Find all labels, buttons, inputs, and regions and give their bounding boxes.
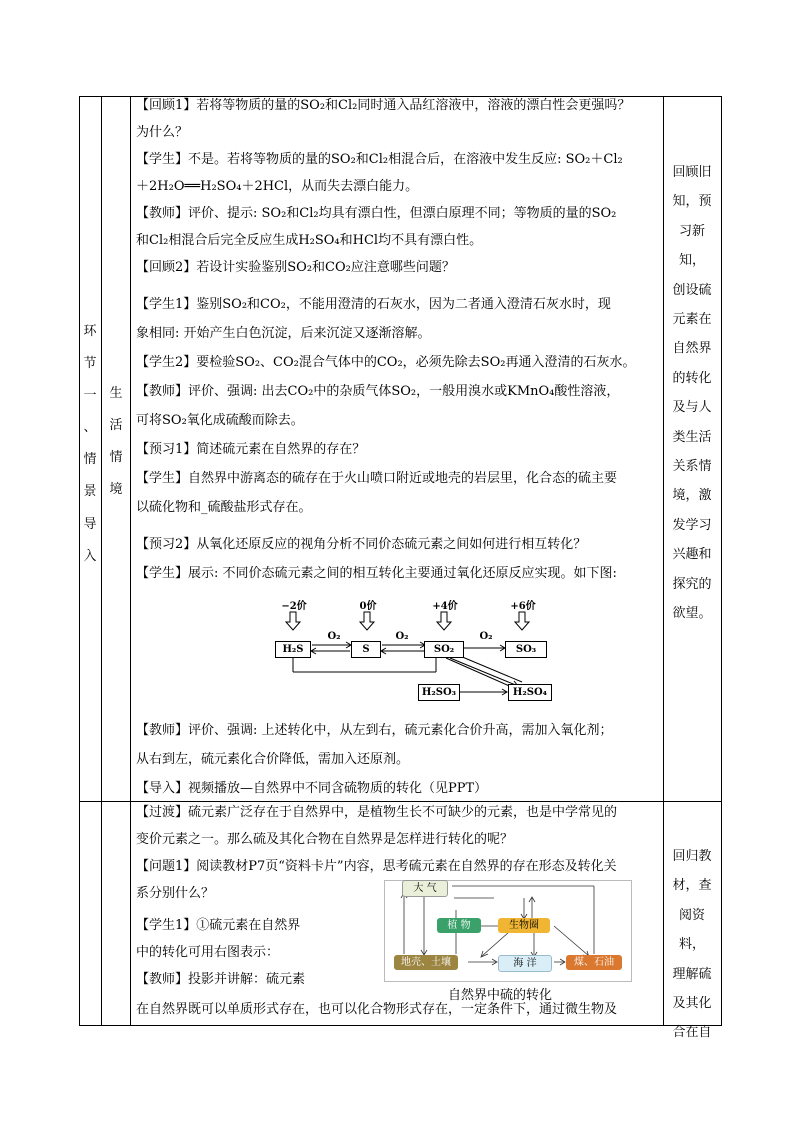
o2-label-1: O₂ [327,631,341,642]
node-crust: 地壳、土壤 [394,955,458,970]
design-intent-1: 回顾旧 知，预 习新知， 创设硫 元素在 自然界 的转化 及与人 类生活 关系情 境，激 发学习 兴趣和 探究的 欲望。 [672,165,712,622]
valence-0: 0价 [359,601,377,612]
valence-plus4: +4价 [432,601,458,612]
table-border-bottom [79,1025,722,1026]
o2-label-2: O₂ [395,631,409,642]
species-so3: SO₃ [505,641,547,658]
species-h2s: H₂S [275,641,311,658]
design-intent-2: 回归教 材，查 阅资料， 理解硫 及其化 合在自 [672,849,712,1041]
col-line-4 [721,96,722,1026]
col-line-2 [130,96,131,1026]
node-ocean: 海 洋 [498,955,552,972]
valence-minus2: −2价 [281,601,307,612]
species-h2so4: H₂SO₄ [508,684,552,701]
section2-text-b: 【学生1】①硫元素在自然界 中的转化可用右图表示： 【教师】投影并讲解：硫元素 [136,918,306,987]
context-label: 生 活 情 境 [109,386,123,498]
species-h2so3: H₂SO₃ [418,684,460,701]
section1-text-d: 【教师】评价、强调: 上述转化中，从左到右，硫元素化合价升高，需加入氧化剂； 从右到左，硫元素化合价降低，需加入还原剂。 【导入】视频播放—自然界中不同含硫物质的转化（见PPT） [136,723,613,796]
species-s: S [351,641,381,658]
col-line-3 [663,96,664,1026]
section2-text-a: 【过渡】硫元素广泛存在于自然界中，是植物生长不可缺少的元素，也是中学常见的 变价元素之一。那么硫及其化合物在自然界是怎样进行转化的呢？ 【问题1】阅读教材P7页“资料卡片”内容，思考硫元素在自然界的存在形态及转化关 系分别什么？ [136,805,618,901]
stage-label: 环 节 一 、 情 景 导 入 [83,324,97,564]
section2-text-c: 在自然界既可以单质形式存在，也可以化合物形式存在，一定条件下，通过微生物及 [136,1002,618,1017]
cycle-caption: 自然界中硫的转化 [447,988,552,1003]
section1-text-b: 【学生1】鉴别SO₂和CO₂，不能用澄清的石灰水，因为二者通入澄清石灰水时，现 象相同: 开始产生白色沉淀，后来沉淀又逐渐溶解。 【学生2】要检验SO₂、CO₂混合气体中的CO₂，必须先除去SO₂再通入澄清的石灰水。 【教师】评价、强调: 出去CO₂中的杂质气体SO₂，一般用溴水或KMnO₄酸性溶液， 可将SO₂氧化成硫酸而除去。 【预习1】简述硫元素在自然界的存在？ 【学生】自然界中游离态的硫存在于火山喷口附近或地壳的岩层里，化合态的硫主要 以硫化物和_硫酸盐形式存在。 [136,297,636,515]
section1-text-a: 【回顾1】若将等物质的量的SO₂和Cl₂同时通入品红溶液中，溶液的漂白性会更强吗？ 为什么？ 【学生】不是。若将等物质的量的SO₂和Cl₂相混合后，在溶液中发生反应: SO₂＋Cl₂ ＋2H₂O══H₂SO₄＋2HCl，从而失去漂白能力。 【教师】评价、提示: SO₂和Cl₂均具有漂白性，但漂白原理不同；等物质的量的SO₂ 和Cl₂相混合后完全反应生成H₂SO₄和HCl均不具有漂白性。 【回顾2】若设计实验鉴别SO₂和CO₂应注意哪些问题？ [136,98,631,275]
section1-text-c: 【预习2】从氧化还原反应的视角分析不同价态硫元素之间如何进行相互转化？ 【学生】展示: 不同价态硫元素之间的相互转化主要通过氧化还原反应实现。如下图: [136,537,617,581]
o2-label-3: O₂ [479,631,493,642]
species-so2: SO₂ [424,641,464,658]
col-line-1 [101,96,102,1026]
node-biosphere: 生物圈 [498,918,550,933]
valence-plus6: +6价 [510,601,536,612]
node-coal: 煤、石油 [566,955,622,970]
node-atmosphere: 大 气 [402,880,448,897]
node-plant: 植 物 [437,918,481,933]
